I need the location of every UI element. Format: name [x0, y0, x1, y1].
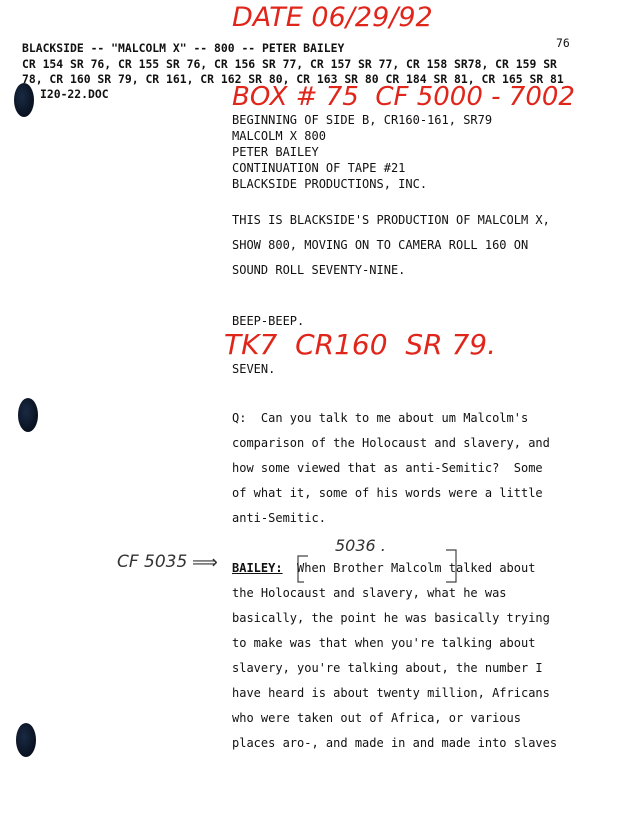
answer-line: who were taken out of Africa, or various [232, 711, 521, 725]
beep-text: BEEP-BEEP. [232, 314, 305, 328]
handwritten-number-above: 5036 . [335, 536, 386, 555]
question-line: Q: Can you talk to me about um Malcolm's [232, 411, 529, 425]
speaker-label: BAILEY: [232, 561, 283, 575]
seven-line [232, 357, 275, 382]
tape-info-line: BLACKSIDE PRODUCTIONS, INC. [232, 177, 428, 191]
seven-text: SEVEN. [232, 362, 276, 376]
intro-line: THIS IS BLACKSIDE'S PRODUCTION OF MALCOLM X, [232, 213, 550, 227]
handwritten-take: TK7 CR160 SR 79. [224, 328, 496, 361]
question-line: of what it, some of his words were a little [232, 486, 543, 500]
answer-paragraph [232, 556, 557, 756]
header-line-3: 78, CR 160 SR 79, CR 161, CR 162 SR 80, CR 163 SR 80 CR 184 SR 81, CR 165 SR 81 [22, 72, 564, 86]
binder-hole-bottom [16, 723, 36, 757]
answer-line: slavery, you're talking about, the number I [232, 661, 543, 675]
handwritten-box-number: BOX # 75 CF 5000 - 7002 [232, 82, 575, 112]
tape-info-line: BEGINNING OF SIDE B, CR160-161, SR79 [232, 113, 493, 127]
handwritten-arrow-icon: ⟹ [192, 552, 218, 573]
intro-line: SHOW 800, MOVING ON TO CAMERA ROLL 160 ON [232, 238, 529, 252]
answer-first-line [232, 556, 557, 581]
question-line: comparison of the Holocaust and slavery, and [232, 436, 550, 450]
tape-info-line: PETER BAILEY [232, 145, 319, 159]
header-line-1: BLACKSIDE -- "MALCOLM X" -- 800 -- PETER BAILEY [22, 41, 345, 55]
handwritten-cf-number: CF 5035 [117, 552, 188, 572]
tape-info-line: MALCOLM X 800 [232, 129, 326, 143]
tape-info-line: CONTINUATION OF TAPE #21 [232, 161, 406, 175]
intro-line: SOUND ROLL SEVENTY-NINE. [232, 263, 406, 277]
header-line-4: I20-22.DOC [40, 87, 109, 101]
question-line: how some viewed that as anti-Semitic? Some [232, 461, 543, 475]
binder-hole-middle [18, 398, 38, 432]
answer-line: to make was that when you're talking about [232, 636, 536, 650]
handwritten-date: DATE 06/29/92 [232, 2, 433, 33]
answer-spacer [283, 561, 297, 575]
page-number: 76 [556, 36, 570, 50]
beep-line [232, 309, 304, 334]
binder-hole-top [14, 83, 34, 117]
header-line-2: CR 154 SR 76, CR 155 SR 76, CR 156 SR 77, CR 157 SR 77, CR 158 SR78, CR 159 SR [22, 57, 557, 71]
answer-line: have heard is about twenty million, Africans [232, 686, 550, 700]
answer-first-line-text: When Brother Malcolm talked about [297, 561, 536, 575]
question-paragraph [232, 406, 550, 531]
answer-line: the Holocaust and slavery, what he was [232, 586, 507, 600]
question-line: anti-Semitic. [232, 511, 326, 525]
intro-paragraph [232, 208, 550, 283]
answer-line: places aro-, and made in and made into slaves [232, 736, 558, 750]
answer-line: basically, the point he was basically trying [232, 611, 550, 625]
tape-info [232, 112, 492, 192]
